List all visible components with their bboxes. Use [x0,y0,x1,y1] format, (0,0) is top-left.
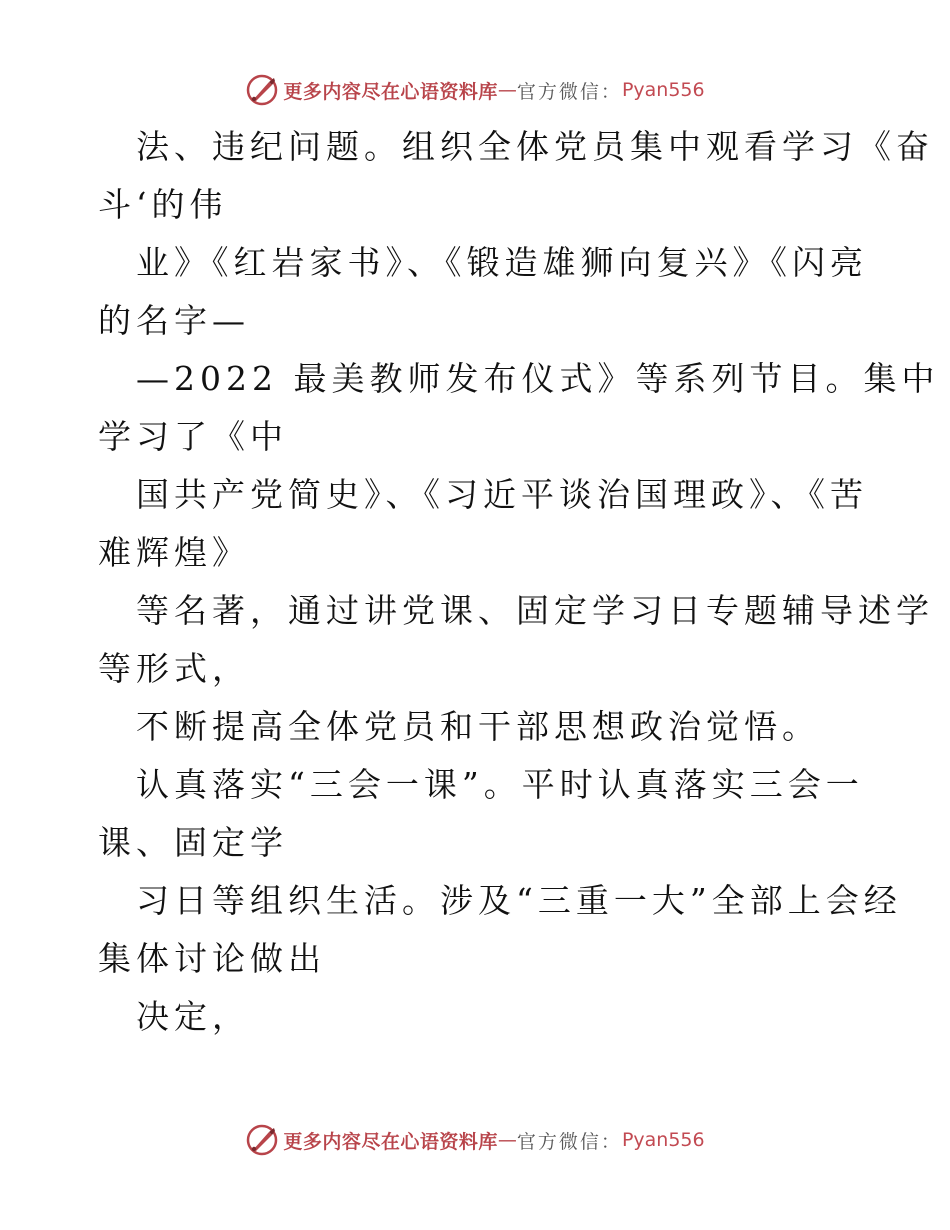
paragraph-first-line: 等名著，通过讲党课、固定学习日专题辅导述学 [136,591,934,630]
banner-main-text: 更多内容尽在心语资料库 [283,1130,498,1153]
banner-dash: — [497,1129,517,1151]
paragraph-first-line: 认真落实“三会一课”。平时认真落实三会一 [136,765,864,804]
paragraph-first-line: 习日等组织生活。涉及“三重一大”全部上会经 [136,881,902,920]
banner-wechat-id: Pyan556 [621,1129,705,1151]
paragraph [98,872,902,988]
banner-label: 官方微信： [516,1130,622,1153]
paragraph-wrap-line: 等形式， [98,649,250,688]
paragraph-wrap-line: 课、固定学 [98,823,288,862]
paragraph [98,756,864,872]
quill-pen-logo-icon [245,1123,279,1157]
paragraph-first-line: 业》《红岩家书》、《锻造雄狮向复兴》《闪亮 [136,243,868,282]
banner-label: 官方微信： [516,80,622,103]
document-body [98,118,940,1046]
paragraph-wrap-line: 的名字— [98,301,250,340]
paragraph-wrap-line: 难辉煌》 [98,533,250,572]
paragraph-wrap-line: 集体讨论做出 [98,939,326,978]
paragraph [98,466,868,582]
paragraph [98,350,940,466]
paragraph-first-line: 法、违纪问题。组织全体党员集中观看学习《奋 [136,127,934,166]
footer-banner [0,1120,950,1160]
quill-pen-logo-icon [245,73,279,107]
paragraph-wrap-line: 学习了《中 [98,417,288,456]
header-banner [0,70,950,110]
paragraph-first-line: 不断提高全体党员和干部思想政治觉悟。 [136,707,820,746]
banner-wechat-id: Pyan556 [621,79,705,101]
paragraph [98,988,858,1046]
banner-dash: — [497,79,517,101]
paragraph [98,698,858,756]
banner-main-text: 更多内容尽在心语资料库 [283,80,498,103]
paragraph-first-line: —2022 最美教师发布仪式》等系列节目。集中 [136,359,940,398]
paragraph [98,118,934,234]
paragraph [98,582,934,698]
paragraph [98,234,868,350]
paragraph-wrap-line: 斗‘的伟 [98,185,228,224]
paragraph-first-line: 国共产党简史》、《习近平谈治国理政》、《苦 [136,475,868,514]
paragraph-first-line: 决定， [136,997,250,1036]
